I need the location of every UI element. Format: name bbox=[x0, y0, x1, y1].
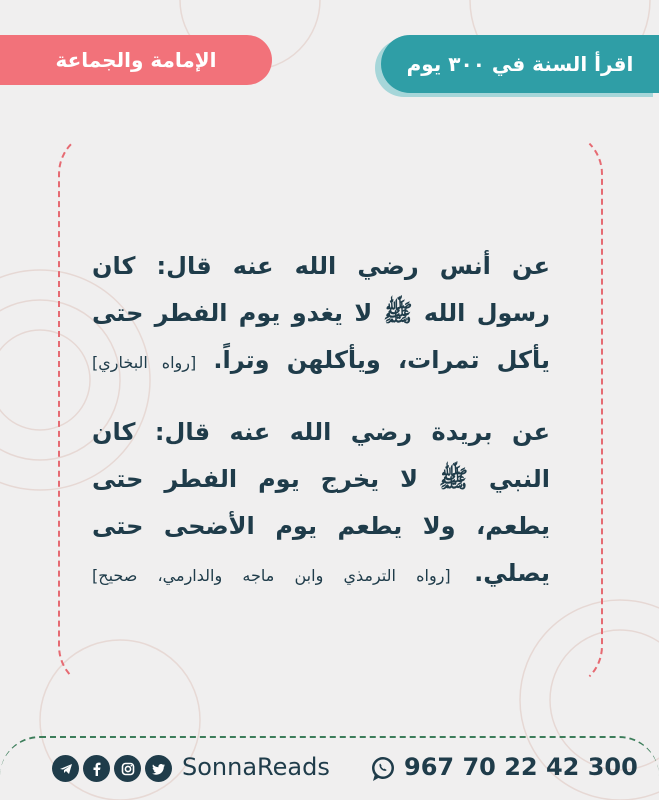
facebook-icon[interactable] bbox=[83, 755, 110, 782]
hadith-1-text: عن أنس رضي الله عنه قال: كان رسول الله ﷺ لا يغدو يوم الفطر حتى يأكل تمرات، ويأكلهن وتراً. bbox=[92, 252, 551, 374]
social-links bbox=[52, 755, 172, 783]
hadith-2-text: عن بريدة رضي الله عنه قال: كان النبي ﷺ لا يخرج يوم الفطر حتى يطعم، ولا يطعم يوم الأضحى حتى يصلي. bbox=[92, 418, 551, 587]
hadith-1 bbox=[92, 243, 550, 386]
hadith-2 bbox=[92, 409, 550, 599]
instagram-icon[interactable] bbox=[114, 755, 141, 782]
hadith-2-source: [رواه الترمذي وابن ماجه والدارمي، صحيح] bbox=[92, 566, 451, 585]
topic-badge bbox=[0, 35, 272, 85]
twitter-icon[interactable] bbox=[145, 755, 172, 782]
series-title: اقرأ السنة في ٣٠٠ يوم bbox=[406, 52, 634, 76]
phone-number[interactable]: 967 70 22 42 300 bbox=[404, 753, 638, 781]
hadith-1-source: [رواه البخاري] bbox=[92, 353, 197, 372]
topic-title: الإمامة والجماعة bbox=[55, 48, 217, 72]
whatsapp-icon[interactable] bbox=[369, 755, 397, 783]
telegram-icon[interactable] bbox=[52, 755, 79, 782]
series-title-badge bbox=[381, 35, 659, 93]
social-handle[interactable]: SonnaReads bbox=[182, 753, 330, 781]
